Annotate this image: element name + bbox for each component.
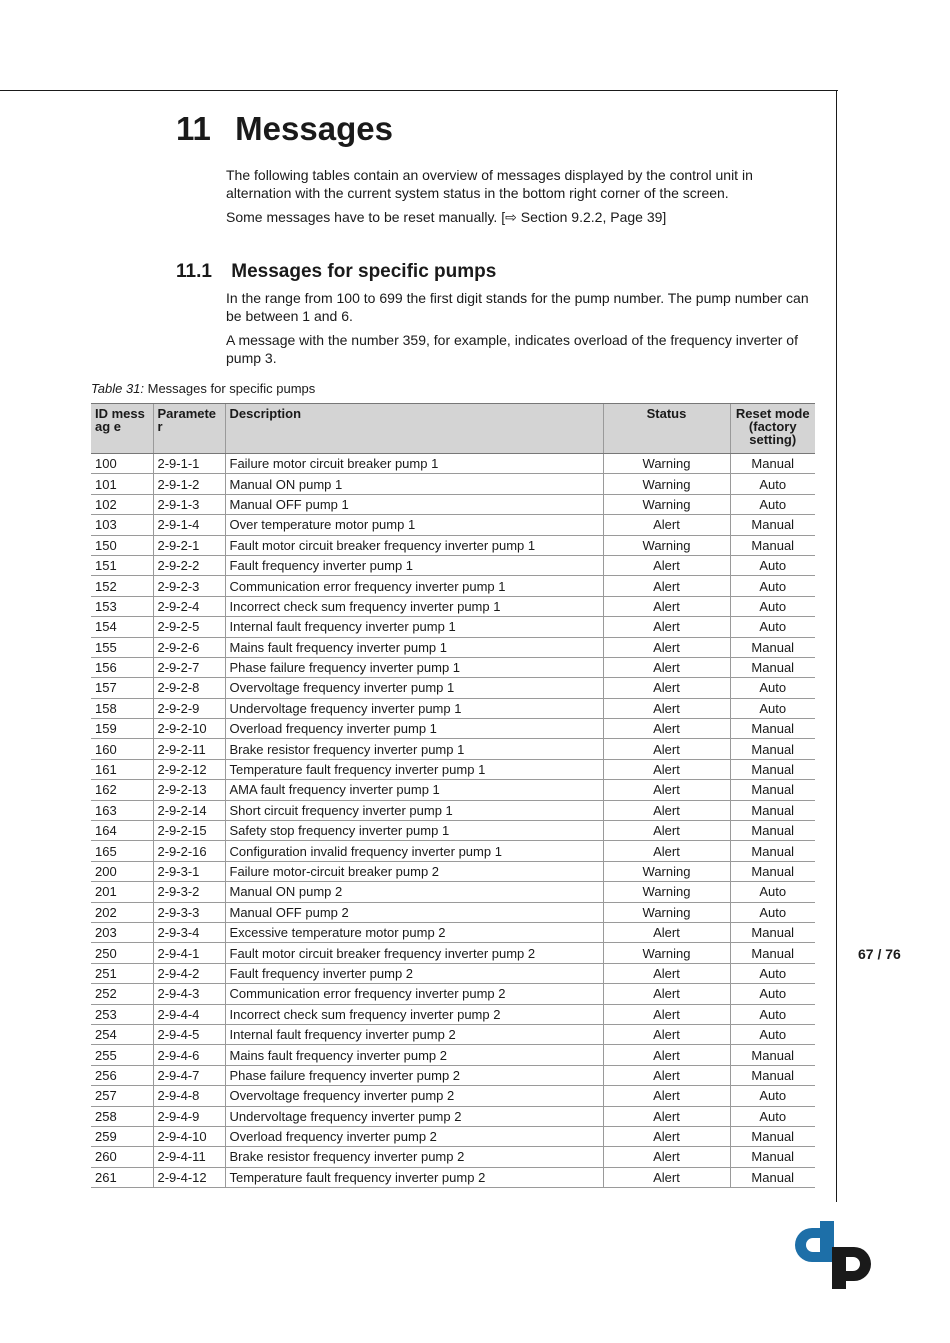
cell-description: AMA fault frequency inverter pump 1 bbox=[225, 780, 603, 800]
cell-status: Alert bbox=[603, 739, 730, 759]
cell-id: 259 bbox=[91, 1126, 153, 1146]
cell-description: Temperature fault frequency inverter pump 1 bbox=[225, 759, 603, 779]
cell-description: Incorrect check sum frequency inverter pump 1 bbox=[225, 596, 603, 616]
table-row bbox=[91, 555, 815, 575]
cell-reset-mode: Manual bbox=[730, 637, 815, 657]
cell-parameter: 2-9-2-4 bbox=[153, 596, 225, 616]
cell-parameter: 2-9-4-7 bbox=[153, 1065, 225, 1085]
cell-reset-mode: Manual bbox=[730, 454, 815, 474]
cell-id: 161 bbox=[91, 759, 153, 779]
cell-status: Alert bbox=[603, 678, 730, 698]
cell-status: Alert bbox=[603, 617, 730, 637]
cell-status: Alert bbox=[603, 1045, 730, 1065]
cell-parameter: 2-9-2-10 bbox=[153, 719, 225, 739]
cell-description: Fault frequency inverter pump 1 bbox=[225, 555, 603, 575]
table-row bbox=[91, 596, 815, 616]
cell-description: Overvoltage frequency inverter pump 2 bbox=[225, 1086, 603, 1106]
cell-status: Alert bbox=[603, 637, 730, 657]
table-row bbox=[91, 698, 815, 718]
cell-description: Short circuit frequency inverter pump 1 bbox=[225, 800, 603, 820]
page-frame-top bbox=[0, 90, 838, 91]
cell-parameter: 2-9-1-4 bbox=[153, 515, 225, 535]
page-number: 67 / 76 bbox=[858, 946, 901, 962]
messages-table bbox=[91, 403, 815, 1188]
cell-status: Alert bbox=[603, 555, 730, 575]
table-row bbox=[91, 1126, 815, 1146]
cell-description: Overvoltage frequency inverter pump 1 bbox=[225, 678, 603, 698]
cell-id: 260 bbox=[91, 1147, 153, 1167]
cell-reset-mode: Manual bbox=[730, 821, 815, 841]
cell-parameter: 2-9-4-10 bbox=[153, 1126, 225, 1146]
cell-description: Manual OFF pump 2 bbox=[225, 902, 603, 922]
cell-description: Fault motor circuit breaker frequency inverter pump 2 bbox=[225, 943, 603, 963]
cell-status: Alert bbox=[603, 922, 730, 942]
cell-status: Warning bbox=[603, 882, 730, 902]
cell-reset-mode: Auto bbox=[730, 494, 815, 514]
table-row bbox=[91, 1167, 815, 1187]
cell-parameter: 2-9-2-9 bbox=[153, 698, 225, 718]
intro-paragraph-1: The following tables contain an overview of messages displayed by the control unit in alternation with the current system status in the bottom right corner of the screen. bbox=[226, 167, 753, 201]
page-frame-right bbox=[836, 90, 837, 1202]
cell-id: 261 bbox=[91, 1167, 153, 1187]
cell-status: Alert bbox=[603, 1024, 730, 1044]
cell-parameter: 2-9-4-8 bbox=[153, 1086, 225, 1106]
cell-id: 200 bbox=[91, 861, 153, 881]
cell-description: Over temperature motor pump 1 bbox=[225, 515, 603, 535]
cell-description: Manual ON pump 1 bbox=[225, 474, 603, 494]
cell-status: Alert bbox=[603, 596, 730, 616]
cell-id: 103 bbox=[91, 515, 153, 535]
cell-description: Undervoltage frequency inverter pump 2 bbox=[225, 1106, 603, 1126]
cell-status: Alert bbox=[603, 780, 730, 800]
cell-description: Incorrect check sum frequency inverter pump 2 bbox=[225, 1004, 603, 1024]
cell-description: Configuration invalid frequency inverter pump 1 bbox=[225, 841, 603, 861]
header-description: Description bbox=[225, 404, 603, 454]
cell-id: 152 bbox=[91, 576, 153, 596]
cell-id: 154 bbox=[91, 617, 153, 637]
cell-id: 150 bbox=[91, 535, 153, 555]
cell-parameter: 2-9-2-1 bbox=[153, 535, 225, 555]
table-row bbox=[91, 637, 815, 657]
cell-parameter: 2-9-2-13 bbox=[153, 780, 225, 800]
cell-reset-mode: Auto bbox=[730, 678, 815, 698]
cell-reset-mode: Auto bbox=[730, 1024, 815, 1044]
cell-id: 163 bbox=[91, 800, 153, 820]
cell-reset-mode: Manual bbox=[730, 515, 815, 535]
cell-reset-mode: Auto bbox=[730, 882, 815, 902]
cell-description: Overload frequency inverter pump 2 bbox=[225, 1126, 603, 1146]
cell-status: Alert bbox=[603, 1065, 730, 1085]
table-body bbox=[91, 454, 815, 1188]
table-row bbox=[91, 922, 815, 942]
cell-parameter: 2-9-4-6 bbox=[153, 1045, 225, 1065]
cell-description: Mains fault frequency inverter pump 2 bbox=[225, 1045, 603, 1065]
cell-id: 258 bbox=[91, 1106, 153, 1126]
cell-reset-mode: Auto bbox=[730, 555, 815, 575]
cell-id: 157 bbox=[91, 678, 153, 698]
cell-status: Alert bbox=[603, 1147, 730, 1167]
cell-description: Excessive temperature motor pump 2 bbox=[225, 922, 603, 942]
table-row bbox=[91, 1065, 815, 1085]
cell-description: Manual OFF pump 1 bbox=[225, 494, 603, 514]
chapter-heading bbox=[176, 110, 393, 148]
table-row bbox=[91, 821, 815, 841]
cell-parameter: 2-9-3-3 bbox=[153, 902, 225, 922]
cell-parameter: 2-9-4-4 bbox=[153, 1004, 225, 1024]
cell-id: 153 bbox=[91, 596, 153, 616]
chapter-number: 11 bbox=[176, 110, 211, 147]
cell-description: Temperature fault frequency inverter pump 2 bbox=[225, 1167, 603, 1187]
cell-reset-mode: Manual bbox=[730, 1045, 815, 1065]
cell-description: Overload frequency inverter pump 1 bbox=[225, 719, 603, 739]
cell-reset-mode: Manual bbox=[730, 922, 815, 942]
cell-status: Warning bbox=[603, 494, 730, 514]
table-row bbox=[91, 1147, 815, 1167]
table-row bbox=[91, 759, 815, 779]
cell-description: Failure motor circuit breaker pump 1 bbox=[225, 454, 603, 474]
header-status: Status bbox=[603, 404, 730, 454]
cell-parameter: 2-9-2-5 bbox=[153, 617, 225, 637]
table-row bbox=[91, 739, 815, 759]
cell-parameter: 2-9-4-5 bbox=[153, 1024, 225, 1044]
header-id: ID messag e bbox=[91, 404, 153, 454]
cell-id: 201 bbox=[91, 882, 153, 902]
cell-parameter: 2-9-1-1 bbox=[153, 454, 225, 474]
cell-parameter: 2-9-2-14 bbox=[153, 800, 225, 820]
table-row bbox=[91, 494, 815, 514]
cell-status: Warning bbox=[603, 943, 730, 963]
cell-description: Brake resistor frequency inverter pump 1 bbox=[225, 739, 603, 759]
logo-p-shape bbox=[832, 1247, 871, 1289]
table-row bbox=[91, 963, 815, 983]
cell-parameter: 2-9-4-9 bbox=[153, 1106, 225, 1126]
section-heading bbox=[176, 261, 496, 283]
table-row bbox=[91, 841, 815, 861]
cell-id: 251 bbox=[91, 963, 153, 983]
cell-parameter: 2-9-4-11 bbox=[153, 1147, 225, 1167]
table-row bbox=[91, 535, 815, 555]
table-row bbox=[91, 678, 815, 698]
cell-id: 151 bbox=[91, 555, 153, 575]
cell-reset-mode: Manual bbox=[730, 657, 815, 677]
cell-id: 257 bbox=[91, 1086, 153, 1106]
table-row bbox=[91, 576, 815, 596]
header-parameter: Paramete r bbox=[153, 404, 225, 454]
cell-id: 202 bbox=[91, 902, 153, 922]
cell-parameter: 2-9-2-6 bbox=[153, 637, 225, 657]
cell-parameter: 2-9-4-3 bbox=[153, 984, 225, 1004]
table-row bbox=[91, 1086, 815, 1106]
cell-reset-mode: Auto bbox=[730, 596, 815, 616]
company-logo bbox=[794, 1220, 872, 1290]
cell-description: Internal fault frequency inverter pump 2 bbox=[225, 1024, 603, 1044]
cell-status: Warning bbox=[603, 902, 730, 922]
cell-parameter: 2-9-3-1 bbox=[153, 861, 225, 881]
table-row bbox=[91, 657, 815, 677]
section-title: Messages for specific pumps bbox=[231, 261, 497, 282]
cell-status: Alert bbox=[603, 719, 730, 739]
cell-id: 158 bbox=[91, 698, 153, 718]
logo-d-shape bbox=[795, 1221, 834, 1262]
table-caption-text: Messages for specific pumps bbox=[144, 381, 316, 396]
cell-id: 250 bbox=[91, 943, 153, 963]
cell-description: Internal fault frequency inverter pump 1 bbox=[225, 617, 603, 637]
cell-status: Alert bbox=[603, 759, 730, 779]
cell-reset-mode: Manual bbox=[730, 861, 815, 881]
cell-status: Alert bbox=[603, 576, 730, 596]
cell-reset-mode: Manual bbox=[730, 1147, 815, 1167]
cell-parameter: 2-9-3-2 bbox=[153, 882, 225, 902]
cell-parameter: 2-9-2-2 bbox=[153, 555, 225, 575]
cell-reset-mode: Manual bbox=[730, 759, 815, 779]
cell-description: Fault frequency inverter pump 2 bbox=[225, 963, 603, 983]
cell-description: Communication error frequency inverter pump 1 bbox=[225, 576, 603, 596]
cell-id: 156 bbox=[91, 657, 153, 677]
cell-status: Alert bbox=[603, 515, 730, 535]
cell-status: Warning bbox=[603, 474, 730, 494]
table-row bbox=[91, 943, 815, 963]
cell-reset-mode: Manual bbox=[730, 780, 815, 800]
table-header-row bbox=[91, 404, 815, 454]
table-row bbox=[91, 1106, 815, 1126]
cell-id: 102 bbox=[91, 494, 153, 514]
cell-reset-mode: Auto bbox=[730, 1106, 815, 1126]
cell-status: Alert bbox=[603, 1004, 730, 1024]
cell-status: Alert bbox=[603, 963, 730, 983]
cell-reset-mode: Manual bbox=[730, 535, 815, 555]
table-caption-label: Table 31: bbox=[91, 381, 145, 396]
table-row bbox=[91, 861, 815, 881]
cell-description: Phase failure frequency inverter pump 2 bbox=[225, 1065, 603, 1085]
cell-id: 155 bbox=[91, 637, 153, 657]
cell-parameter: 2-9-2-12 bbox=[153, 759, 225, 779]
cell-status: Alert bbox=[603, 984, 730, 1004]
cell-id: 253 bbox=[91, 1004, 153, 1024]
section-paragraph-1: In the range from 100 to 699 the first digit stands for the pump number. The pump number can be between 1 and 6. bbox=[226, 290, 809, 324]
cell-reset-mode: Manual bbox=[730, 800, 815, 820]
cell-id: 254 bbox=[91, 1024, 153, 1044]
cell-parameter: 2-9-2-16 bbox=[153, 841, 225, 861]
cell-status: Warning bbox=[603, 454, 730, 474]
table-row bbox=[91, 1024, 815, 1044]
cell-reset-mode: Auto bbox=[730, 902, 815, 922]
cell-reset-mode: Auto bbox=[730, 984, 815, 1004]
table-row bbox=[91, 902, 815, 922]
intro-paragraph-2: Some messages have to be reset manually. [⇨ Section 9.2.2, Page 39] bbox=[226, 209, 667, 225]
cell-reset-mode: Auto bbox=[730, 963, 815, 983]
cell-description: Phase failure frequency inverter pump 1 bbox=[225, 657, 603, 677]
table-row bbox=[91, 800, 815, 820]
table-caption bbox=[91, 381, 315, 396]
table-row bbox=[91, 882, 815, 902]
cell-status: Alert bbox=[603, 841, 730, 861]
cell-status: Alert bbox=[603, 657, 730, 677]
cell-reset-mode: Manual bbox=[730, 943, 815, 963]
cell-id: 164 bbox=[91, 821, 153, 841]
table-row bbox=[91, 780, 815, 800]
table-row bbox=[91, 454, 815, 474]
cell-description: Fault motor circuit breaker frequency inverter pump 1 bbox=[225, 535, 603, 555]
cell-status: Alert bbox=[603, 1106, 730, 1126]
cell-reset-mode: Manual bbox=[730, 1167, 815, 1187]
cell-description: Failure motor-circuit breaker pump 2 bbox=[225, 861, 603, 881]
cell-reset-mode: Manual bbox=[730, 1126, 815, 1146]
cell-parameter: 2-9-3-4 bbox=[153, 922, 225, 942]
cell-id: 252 bbox=[91, 984, 153, 1004]
section-number: 11.1 bbox=[176, 261, 212, 282]
cell-parameter: 2-9-2-7 bbox=[153, 657, 225, 677]
section-paragraph-2: A message with the number 359, for example, indicates overload of the frequency inverter of pump 3. bbox=[226, 332, 798, 366]
cell-description: Undervoltage frequency inverter pump 1 bbox=[225, 698, 603, 718]
cell-description: Mains fault frequency inverter pump 1 bbox=[225, 637, 603, 657]
cell-reset-mode: Auto bbox=[730, 1004, 815, 1024]
cell-description: Manual ON pump 2 bbox=[225, 882, 603, 902]
cell-status: Alert bbox=[603, 698, 730, 718]
cell-parameter: 2-9-2-8 bbox=[153, 678, 225, 698]
table-row bbox=[91, 515, 815, 535]
table-row bbox=[91, 1045, 815, 1065]
table-row bbox=[91, 617, 815, 637]
cell-reset-mode: Manual bbox=[730, 1065, 815, 1085]
cell-id: 255 bbox=[91, 1045, 153, 1065]
table-row bbox=[91, 474, 815, 494]
cell-parameter: 2-9-1-3 bbox=[153, 494, 225, 514]
cell-parameter: 2-9-4-12 bbox=[153, 1167, 225, 1187]
cell-status: Warning bbox=[603, 535, 730, 555]
cell-parameter: 2-9-1-2 bbox=[153, 474, 225, 494]
cell-reset-mode: Manual bbox=[730, 719, 815, 739]
table-row bbox=[91, 719, 815, 739]
cell-id: 162 bbox=[91, 780, 153, 800]
cell-id: 101 bbox=[91, 474, 153, 494]
cell-reset-mode: Auto bbox=[730, 1086, 815, 1106]
cell-parameter: 2-9-2-3 bbox=[153, 576, 225, 596]
cell-id: 100 bbox=[91, 454, 153, 474]
cell-reset-mode: Auto bbox=[730, 474, 815, 494]
header-reset-mode: Reset mode (factory setting) bbox=[730, 404, 815, 454]
cell-status: Warning bbox=[603, 861, 730, 881]
cell-status: Alert bbox=[603, 1086, 730, 1106]
cell-parameter: 2-9-2-11 bbox=[153, 739, 225, 759]
cell-status: Alert bbox=[603, 821, 730, 841]
cell-id: 203 bbox=[91, 922, 153, 942]
table-row bbox=[91, 1004, 815, 1024]
table-row bbox=[91, 984, 815, 1004]
cell-reset-mode: Manual bbox=[730, 841, 815, 861]
cell-id: 160 bbox=[91, 739, 153, 759]
cell-description: Safety stop frequency inverter pump 1 bbox=[225, 821, 603, 841]
cell-parameter: 2-9-2-15 bbox=[153, 821, 225, 841]
cell-status: Alert bbox=[603, 800, 730, 820]
cell-reset-mode: Auto bbox=[730, 617, 815, 637]
cell-status: Alert bbox=[603, 1167, 730, 1187]
chapter-title: Messages bbox=[235, 110, 393, 147]
cell-parameter: 2-9-4-1 bbox=[153, 943, 225, 963]
cell-id: 165 bbox=[91, 841, 153, 861]
cell-parameter: 2-9-4-2 bbox=[153, 963, 225, 983]
cell-description: Communication error frequency inverter pump 2 bbox=[225, 984, 603, 1004]
cell-reset-mode: Auto bbox=[730, 698, 815, 718]
cell-reset-mode: Manual bbox=[730, 739, 815, 759]
cell-status: Alert bbox=[603, 1126, 730, 1146]
cell-description: Brake resistor frequency inverter pump 2 bbox=[225, 1147, 603, 1167]
cell-reset-mode: Auto bbox=[730, 576, 815, 596]
cell-id: 159 bbox=[91, 719, 153, 739]
cell-id: 256 bbox=[91, 1065, 153, 1085]
